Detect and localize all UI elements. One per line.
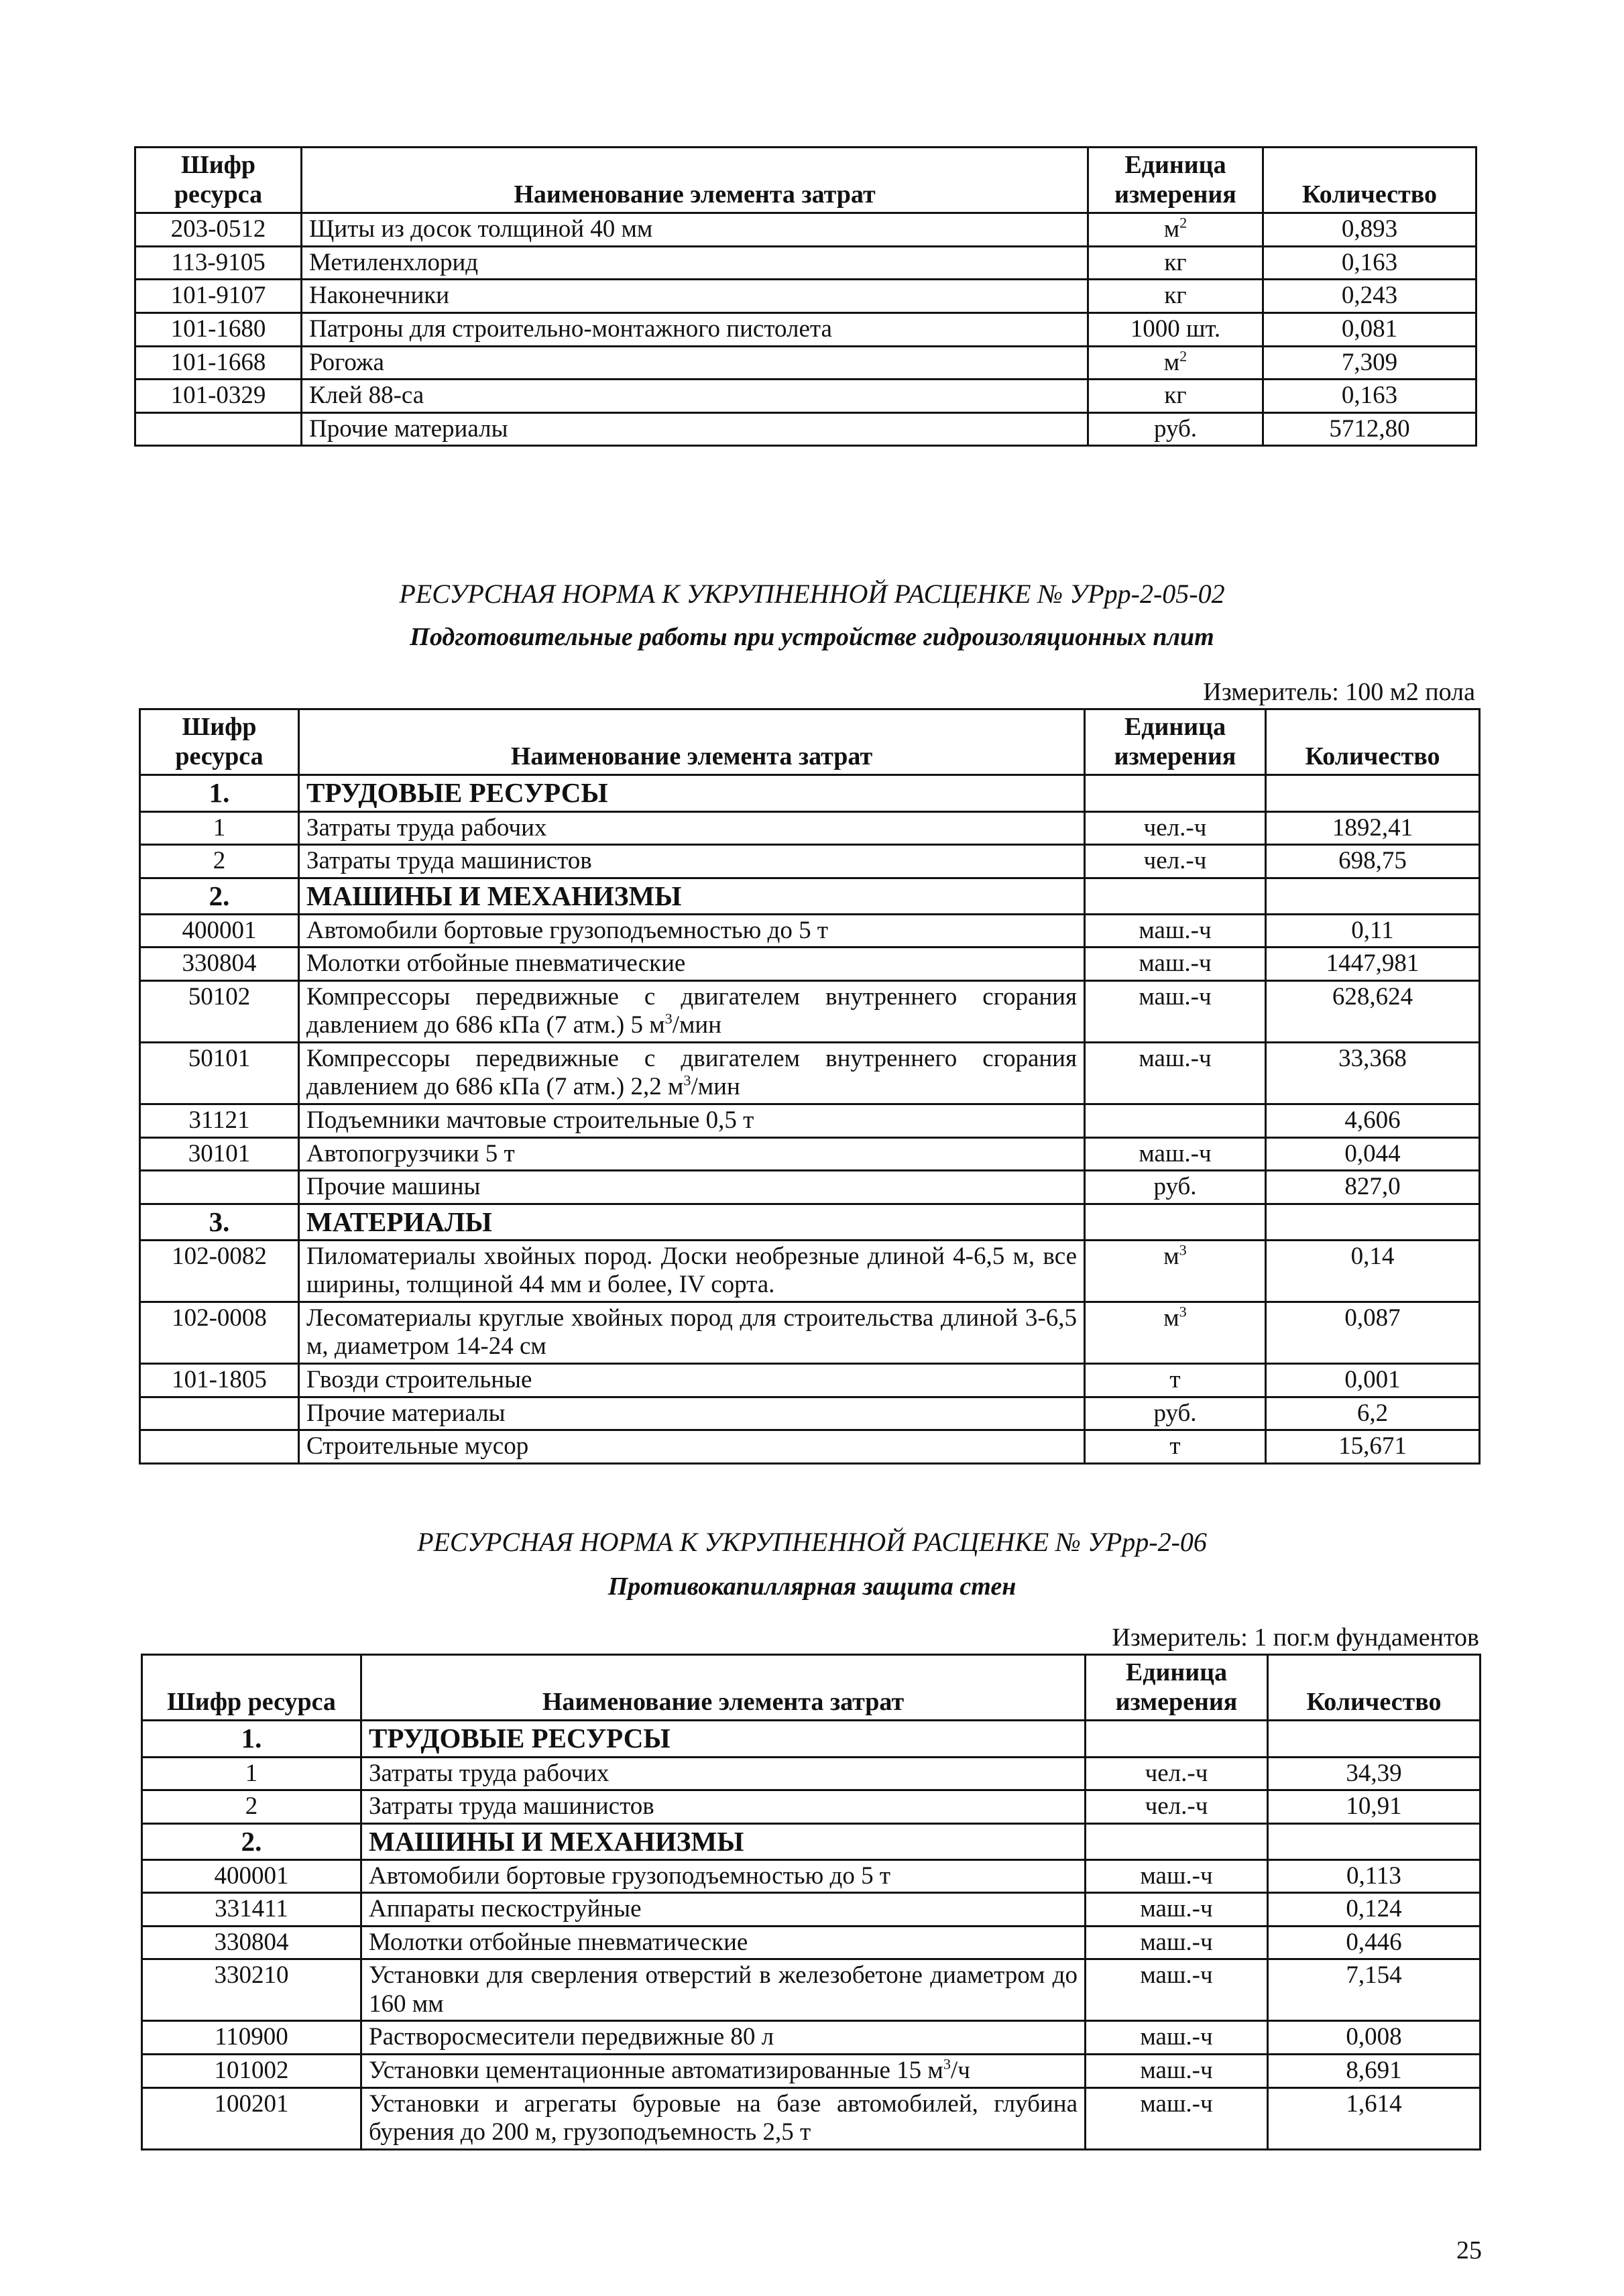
quantity: 5712,80	[1263, 412, 1476, 446]
cost-element-name: Затраты труда машинистов	[361, 1790, 1086, 1824]
cost-element-name: Молотки отбойные пневматические	[361, 1926, 1086, 1959]
quantity: 7,309	[1263, 346, 1476, 380]
cost-element-name: Затраты труда рабочих	[299, 811, 1085, 845]
resource-code: 102-0082	[140, 1240, 299, 1302]
quantity: 0,14	[1266, 1240, 1480, 1302]
quantity: 0,11	[1266, 914, 1480, 948]
quantity: 10,91	[1268, 1790, 1481, 1824]
unit-of-measure	[1086, 1823, 1268, 1859]
unit-of-measure: т	[1085, 1364, 1266, 1397]
header-qty: Количество	[1266, 709, 1480, 775]
quantity: 0,008	[1268, 2021, 1481, 2055]
table-row	[140, 845, 1480, 878]
cost-element-name: Прочие материалы	[302, 412, 1088, 446]
table-row	[140, 1364, 1480, 1397]
quantity: 15,671	[1266, 1430, 1480, 1464]
unit-of-measure: кг	[1088, 380, 1263, 413]
cost-element-name: Автомобили бортовые грузоподъемностью до 5 т	[299, 914, 1085, 948]
section-row	[142, 1823, 1481, 1859]
resource-code: 330804	[142, 1926, 361, 1959]
unit-of-measure: $м^2$	[1088, 346, 1263, 380]
quantity: 6,2	[1266, 1397, 1480, 1430]
header-unit: Единица измерения	[1088, 148, 1263, 213]
cost-element-name: Лесоматериалы круглые хвойных пород для строительства длиной 3-6,5 м, диаметром 14-24 см	[299, 1302, 1085, 1363]
table-row	[142, 1893, 1481, 1927]
section-heading: МАТЕРИАЛЫ	[299, 1204, 1085, 1240]
quantity: 1892,41	[1266, 811, 1480, 845]
unit-of-measure	[1085, 1204, 1266, 1240]
table-row	[140, 914, 1480, 948]
resource-code	[140, 1171, 299, 1204]
table-row	[135, 346, 1476, 380]
cost-element-name: Пиломатериалы хвойных пород. Доски необрезные длиной 4-6,5 м, все ширины, толщиной 44 мм и более, IV сорта.	[299, 1240, 1085, 1302]
unit-of-measure: чел.-ч	[1086, 1790, 1268, 1824]
unit-of-measure: маш.-ч	[1085, 1042, 1266, 1104]
section3-title: РЕСУРСНАЯ НОРМА К УКРУПНЕННОЙ РАСЦЕНКЕ № УРрр-2-06	[417, 1527, 1207, 1557]
header-qty: Количество	[1268, 1655, 1481, 1721]
resource-code: 203-0512	[135, 213, 302, 247]
quantity: 8,691	[1268, 2055, 1481, 2088]
table-row	[142, 1959, 1481, 2021]
resource-code: 2.	[142, 1823, 361, 1859]
table-row	[135, 380, 1476, 413]
resource-code: 101-1668	[135, 346, 302, 380]
table-row	[142, 1790, 1481, 1824]
quantity: 4,606	[1266, 1104, 1480, 1138]
cost-element-name: Прочие машины	[299, 1171, 1085, 1204]
table-row	[135, 213, 1476, 247]
unit-of-measure: маш.-ч	[1086, 2055, 1268, 2088]
resource-code: 101-1805	[140, 1364, 299, 1397]
resource-code: 400001	[140, 914, 299, 948]
table-row	[140, 948, 1480, 981]
resource-code	[135, 412, 302, 446]
table-header-row	[142, 1655, 1481, 1721]
header-name: Наименование элемента затрат	[302, 148, 1088, 213]
table-row	[140, 1104, 1480, 1138]
table-header-row	[140, 709, 1480, 775]
resource-norm-table-2-06	[141, 1654, 1481, 2150]
resource-code: 2.	[140, 878, 299, 914]
unit-of-measure	[1085, 775, 1266, 811]
unit-of-measure: руб.	[1088, 412, 1263, 446]
unit-of-measure: маш.-ч	[1085, 980, 1266, 1042]
resource-code: 101-0329	[135, 380, 302, 413]
quantity: 0,446	[1268, 1926, 1481, 1959]
unit-of-measure: маш.-ч	[1086, 1859, 1268, 1893]
resource-code: 31121	[140, 1104, 299, 1138]
resource-code: 110900	[142, 2021, 361, 2055]
unit-of-measure: $м^2$	[1088, 213, 1263, 247]
table-row	[142, 2087, 1481, 2149]
cost-element-name: Подъемники мачтовые строительные 0,5 т	[299, 1104, 1085, 1138]
table-row	[140, 1397, 1480, 1430]
quantity: 698,75	[1266, 845, 1480, 878]
table-row	[140, 1137, 1480, 1171]
resource-code: 331411	[142, 1893, 361, 1927]
section-row	[140, 775, 1480, 811]
unit-of-measure: маш.-ч	[1086, 1926, 1268, 1959]
resource-code: 101-9107	[135, 280, 302, 313]
table-row	[142, 1859, 1481, 1893]
unit-of-measure	[1085, 1104, 1266, 1138]
table-row	[142, 1757, 1481, 1790]
resource-code: 102-0008	[140, 1302, 299, 1363]
resource-code: 50101	[140, 1042, 299, 1104]
section-heading: МАШИНЫ И МЕХАНИЗМЫ	[299, 878, 1085, 914]
table-body	[142, 1721, 1481, 2149]
quantity	[1266, 1204, 1480, 1240]
cost-element-name: Рогожа	[302, 346, 1088, 380]
unit-of-measure: маш.-ч	[1086, 1893, 1268, 1927]
section-heading: ТРУДОВЫЕ РЕСУРСЫ	[361, 1721, 1086, 1757]
cost-element-name: Патроны для строительно-монтажного пистолета	[302, 313, 1088, 347]
section-row	[140, 878, 1480, 914]
quantity	[1268, 1721, 1481, 1757]
section3-meter: Измеритель: 1 пог.м фундаментов	[1112, 1623, 1479, 1652]
header-unit: Единица измерения	[1086, 1655, 1268, 1721]
unit-of-measure: руб.	[1085, 1397, 1266, 1430]
section2-meter: Измеритель: 100 м2 пола	[1203, 678, 1475, 706]
header-code: Шифр ресурса	[142, 1655, 361, 1721]
quantity: 34,39	[1268, 1757, 1481, 1790]
table-row	[142, 2055, 1481, 2088]
table-row	[140, 811, 1480, 845]
resource-code: 113-9105	[135, 246, 302, 280]
table-row	[140, 1240, 1480, 1302]
section2-subtitle: Подготовительные работы при устройстве гидроизоляционных плит	[410, 623, 1214, 651]
unit-of-measure: маш.-ч	[1085, 948, 1266, 981]
resource-code: 2	[140, 845, 299, 878]
quantity: 0,124	[1268, 1893, 1481, 1927]
resource-norm-table-2-05-02	[139, 708, 1481, 1465]
quantity: 0,113	[1268, 1859, 1481, 1893]
quantity	[1266, 775, 1480, 811]
quantity: 33,368	[1266, 1042, 1480, 1104]
resource-code: 1	[140, 811, 299, 845]
unit-of-measure: маш.-ч	[1085, 1137, 1266, 1171]
cost-element-name: Установки для сверления отверстий в железобетоне диаметром до 160 мм	[361, 1959, 1086, 2021]
resource-code: 30101	[140, 1137, 299, 1171]
unit-of-measure: чел.-ч	[1085, 811, 1266, 845]
cost-element-name: Компрессоры передвижные с двигателем внутреннего сгорания давлением до 686 кПа (7 атм.) 2,2 $м^3$/мин	[299, 1042, 1085, 1104]
unit-of-measure	[1085, 878, 1266, 914]
cost-element-name: Молотки отбойные пневматические	[299, 948, 1085, 981]
cost-element-name: Аппараты пескоструйные	[361, 1893, 1086, 1927]
section-row	[142, 1721, 1481, 1757]
quantity: 0,044	[1266, 1137, 1480, 1171]
table-row	[135, 280, 1476, 313]
header-qty: Количество	[1263, 148, 1476, 213]
unit-of-measure: т	[1085, 1430, 1266, 1464]
table-row	[140, 1042, 1480, 1104]
unit-of-measure: руб.	[1085, 1171, 1266, 1204]
header-name: Наименование элемента затрат	[361, 1655, 1086, 1721]
section-row	[140, 1204, 1480, 1240]
quantity: 0,163	[1263, 380, 1476, 413]
table-body	[135, 213, 1476, 446]
table-row	[135, 246, 1476, 280]
resource-code: 101-1680	[135, 313, 302, 347]
unit-of-measure: $м^3$	[1085, 1302, 1266, 1363]
table-body	[140, 775, 1480, 1463]
page-number: 25	[1456, 2236, 1482, 2264]
unit-of-measure: маш.-ч	[1085, 914, 1266, 948]
quantity: 0,893	[1263, 213, 1476, 247]
resource-code: 1.	[142, 1721, 361, 1757]
cost-element-name: Гвозди строительные	[299, 1364, 1085, 1397]
section3-subtitle: Противокапиллярная защита стен	[607, 1572, 1017, 1601]
quantity: 0,243	[1263, 280, 1476, 313]
unit-of-measure: 1000 шт.	[1088, 313, 1263, 347]
table-row	[140, 1171, 1480, 1204]
resource-code: 2	[142, 1790, 361, 1824]
unit-of-measure: маш.-ч	[1086, 2021, 1268, 2055]
section-heading: ТРУДОВЫЕ РЕСУРСЫ	[299, 775, 1085, 811]
unit-of-measure: чел.-ч	[1085, 845, 1266, 878]
table-row	[140, 1430, 1480, 1464]
section-heading: МАШИНЫ И МЕХАНИЗМЫ	[361, 1823, 1086, 1859]
cost-element-name: Затраты труда машинистов	[299, 845, 1085, 878]
quantity: 0,001	[1266, 1364, 1480, 1397]
cost-element-name: Клей 88-са	[302, 380, 1088, 413]
quantity: 0,163	[1263, 246, 1476, 280]
cost-element-name: Установки цементационные автоматизированные 15 $м^3/ч$	[361, 2055, 1086, 2088]
cost-element-name: Установки и агрегаты буровые на базе автомобилей, глубина бурения до 200 м, грузоподъемность 2,5 т	[361, 2087, 1086, 2149]
resource-code: 3.	[140, 1204, 299, 1240]
cost-element-name: Наконечники	[302, 280, 1088, 313]
unit-of-measure	[1086, 1721, 1268, 1757]
header-code: Шифр ресурса	[140, 709, 299, 775]
cost-element-name: Щиты из досок толщиной 40 мм	[302, 213, 1088, 247]
unit-of-measure: кг	[1088, 280, 1263, 313]
resource-code: 50102	[140, 980, 299, 1042]
quantity: 827,0	[1266, 1171, 1480, 1204]
unit-of-measure: чел.-ч	[1086, 1757, 1268, 1790]
cost-element-name: Растворосмесители передвижные 80 л	[361, 2021, 1086, 2055]
unit-of-measure: маш.-ч	[1086, 2087, 1268, 2149]
table-row	[135, 313, 1476, 347]
resource-code: 1.	[140, 775, 299, 811]
quantity: 0,081	[1263, 313, 1476, 347]
quantity: 628,624	[1266, 980, 1480, 1042]
materials-table-continued	[134, 146, 1477, 447]
resource-code	[140, 1397, 299, 1430]
cost-element-name: Компрессоры передвижные с двигателем внутреннего сгорания давлением до 686 кПа (7 атм.) 5 $м^3$/мин	[299, 980, 1085, 1042]
resource-code: 1	[142, 1757, 361, 1790]
cost-element-name: Затраты труда рабочих	[361, 1757, 1086, 1790]
table-header-row	[135, 148, 1476, 213]
table-row	[142, 1926, 1481, 1959]
unit-of-measure: $м^3$	[1085, 1240, 1266, 1302]
cost-element-name: Автомобили бортовые грузоподъемностью до 5 т	[361, 1859, 1086, 1893]
cost-element-name: Автопогрузчики 5 т	[299, 1137, 1085, 1171]
quantity: 0,087	[1266, 1302, 1480, 1363]
table-row	[140, 1302, 1480, 1363]
resource-code: 100201	[142, 2087, 361, 2149]
header-unit: Единица измерения	[1085, 709, 1266, 775]
resource-code: 330804	[140, 948, 299, 981]
unit-of-measure: маш.-ч	[1086, 1959, 1268, 2021]
resource-code: 400001	[142, 1859, 361, 1893]
cost-element-name: Метиленхлорид	[302, 246, 1088, 280]
table-row	[135, 412, 1476, 446]
unit-of-measure: кг	[1088, 246, 1263, 280]
quantity	[1268, 1823, 1481, 1859]
cost-element-name: Строительные мусор	[299, 1430, 1085, 1464]
quantity: 1447,981	[1266, 948, 1480, 981]
header-code: Шифр ресурса	[135, 148, 302, 213]
section2-title: РЕСУРСНАЯ НОРМА К УКРУПНЕННОЙ РАСЦЕНКЕ № УРрр-2-05-02	[399, 579, 1225, 609]
table-row	[142, 2021, 1481, 2055]
header-name: Наименование элемента затрат	[299, 709, 1085, 775]
resource-code: 330210	[142, 1959, 361, 2021]
table-row	[140, 980, 1480, 1042]
quantity	[1266, 878, 1480, 914]
resource-code: 101002	[142, 2055, 361, 2088]
cost-element-name: Прочие материалы	[299, 1397, 1085, 1430]
resource-code	[140, 1430, 299, 1464]
quantity: 1,614	[1268, 2087, 1481, 2149]
quantity: 7,154	[1268, 1959, 1481, 2021]
